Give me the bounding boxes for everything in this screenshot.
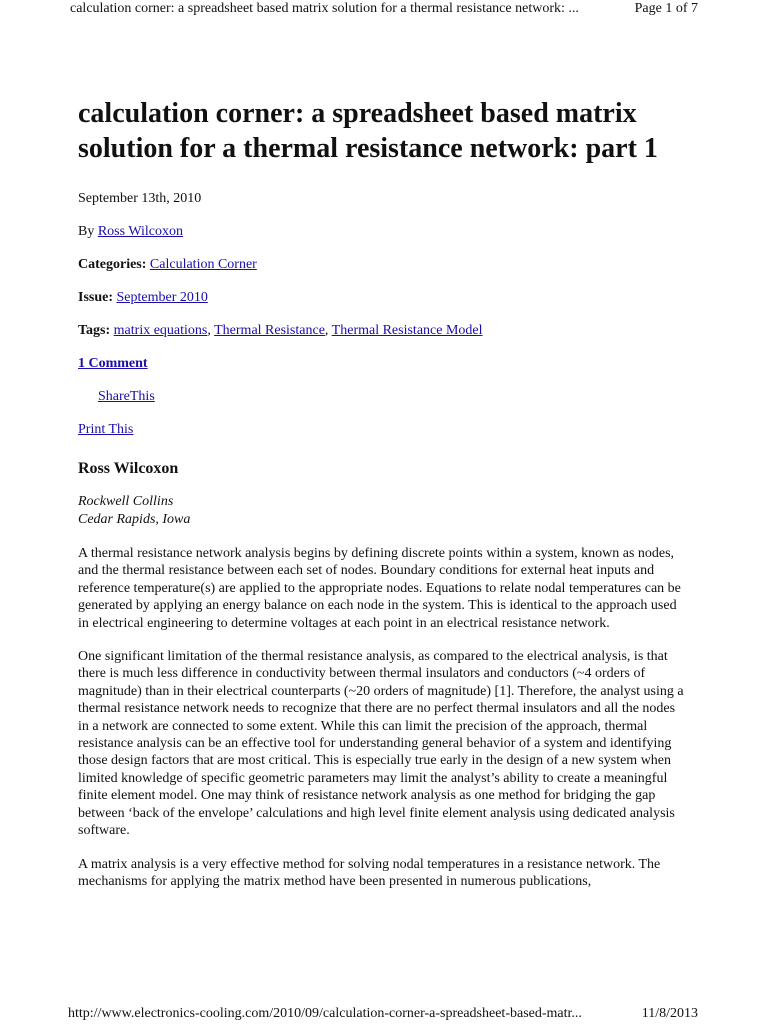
affiliation-location: Cedar Rapids, Iowa <box>78 512 191 527</box>
author-heading: Ross Wilcoxon <box>78 460 179 477</box>
share-row <box>78 388 688 406</box>
tag-link-matrix-equations[interactable]: matrix equations <box>113 323 208 338</box>
tag-link-thermal-resistance-model[interactable]: Thermal Resistance Model <box>331 323 483 338</box>
article <box>78 96 688 906</box>
tag-link-thermal-resistance[interactable]: Thermal Resistance <box>214 323 325 338</box>
author-link[interactable]: Ross Wilcoxon <box>97 224 183 239</box>
paragraph-2: One significant limitation of the thermal resistance analysis, as compared to the electrical analysis, is that there is much less difference in conductivity between thermal insulators and conductors (~4 orders of magnitude) than in their electrical counterparts (~20 orders of magnitude) [1]. Therefore, the analyst using a thermal resistance network needs to recognize that there are no perfect thermal insulators and all the nodes in a network are connected to some extent. While this can limit the precision of the approach, thermal resistance analysis can be an effective tool for understanding general behavior of a system and identifying those design factors that are most critical. This is especially true early in the design of a new system when limited knowledge of specific geometric parameters may limit the analyst’s ability to create a meaningful finite element model. One may think of resistance network analysis as one method for bridging the gap between ‘back of the envelope’ calculations and high level finite element analysis using dedicated analysis software. <box>78 649 684 839</box>
by-label: By <box>78 224 95 239</box>
issue-link[interactable]: September 2010 <box>116 290 208 305</box>
categories-row <box>78 256 688 274</box>
print-footer <box>68 1005 698 1023</box>
tags-row: Tags: matrix equations, Thermal Resistance, Thermal Resistance Model <box>78 323 483 338</box>
article-date: September 13th, 2010 <box>78 191 202 206</box>
share-this-link[interactable]: ShareThis <box>98 389 155 404</box>
paragraph-1: A thermal resistance network analysis begins by defining discrete points within a system, known as nodes, and the thermal resistance between each set of nodes. Boundary conditions for external heat inputs and reference temperature(s) are applied to the appropriate nodes. Equations to relate nodal temperatures can be generated by applying an energy balance on each node in the system. This is identical to the approach used in electrical engineering to determine voltages at each point in an electrical resistance network. <box>78 546 681 631</box>
issue-label: Issue: <box>78 290 114 305</box>
comments-link[interactable]: 1 Comment <box>78 356 148 371</box>
page-indicator: Page 1 of 7 <box>634 1 698 16</box>
category-link[interactable]: Calculation Corner <box>149 257 257 272</box>
paragraph-3: A matrix analysis is a very effective method for solving nodal temperatures in a resistance network. The mechanisms for applying the matrix method have been presented in numerous publications, <box>78 856 661 889</box>
print-header <box>70 0 698 18</box>
running-title: calculation corner: a spreadsheet based matrix solution for a thermal resistance network: ... <box>70 1 579 16</box>
author-affiliation <box>78 493 688 529</box>
comments-row <box>78 355 688 373</box>
categories-label: Categories: <box>78 257 147 272</box>
article-title: calculation corner: a spreadsheet based matrix solution for a thermal resistance network: part 1 <box>78 98 658 164</box>
footer-date: 11/8/2013 <box>641 1006 698 1021</box>
print-this-link[interactable]: Print This <box>78 422 134 437</box>
affiliation-company: Rockwell Collins <box>78 494 174 509</box>
tags-label: Tags: <box>78 323 111 338</box>
issue-row <box>78 289 688 307</box>
footer-url: http://www.electronics-cooling.com/2010/09/calculation-corner-a-spreadsheet-based-matr... <box>68 1006 582 1021</box>
print-row <box>78 421 688 439</box>
byline <box>78 223 688 241</box>
